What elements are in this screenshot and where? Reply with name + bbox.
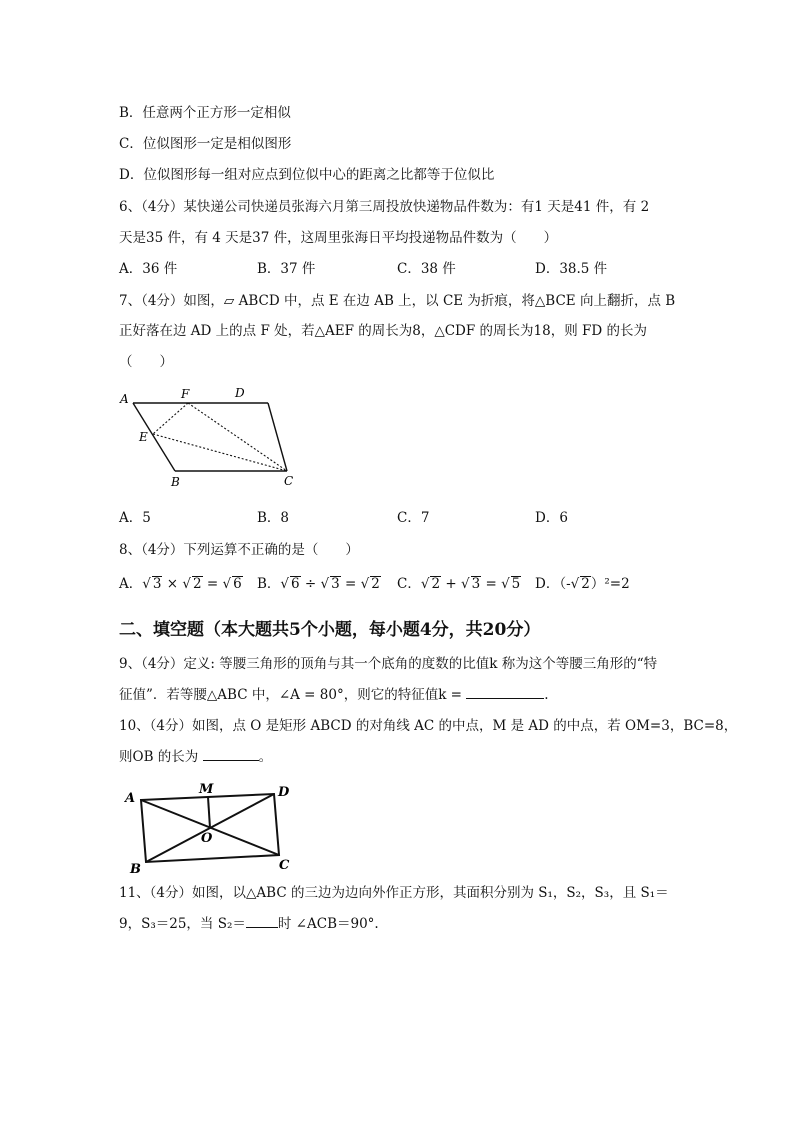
q7-stem-line2: 正好落在边 AD 上的点 F 处，若△AEF 的周长为8，△CDF 的周长为18，则 FD 的长为: [119, 323, 647, 339]
q9-answer-blank[interactable]: [466, 698, 544, 699]
q10-label-a: A: [125, 791, 136, 806]
q7-option-d: D．6: [535, 510, 568, 526]
q7-label-c: C: [284, 474, 294, 488]
q8-option-d: D．（-√ 2）²=2: [535, 576, 630, 592]
q6-option-a: A．36 件: [119, 261, 178, 277]
q8-stem: 8、（4分）下列运算不正确的是（ ）: [119, 542, 359, 558]
section-heading: 二、填空题（本大题共5个小题，每小题4分，共20分）: [119, 620, 541, 640]
q7-option-b: B．8: [257, 510, 290, 526]
q6-stem-line1: 6、（4分）某快递公司快递员张海六月第三周投放快递物品件数为：有1 天是41 件，有 2: [119, 199, 650, 215]
q10-label-o: O: [201, 831, 213, 846]
q10-label-d: D: [278, 785, 290, 800]
q6-option-c: C．38 件: [397, 261, 456, 277]
q5-option-d: D．位似图形每一组对应点到位似中心的距离之比都等于位似比: [119, 167, 495, 183]
q6-stem-line2: 天是35 件，有 4 天是37 件，这周里张海日平均投递物品件数为（ ）: [119, 230, 558, 246]
q7-label-f: F: [181, 387, 190, 401]
q10-label-c: C: [279, 858, 290, 873]
q10-rectangle-figure: [122, 780, 297, 875]
q7-option-a: A．5: [119, 510, 151, 526]
q10-label-m: M: [199, 782, 214, 797]
q10-stem-line1: 10、（4分）如图，点 O 是矩形 ABCD 的对角线 AC 的中点，M 是 AD 的中点，若 OM=3，BC=8，: [119, 718, 738, 734]
q7-stem-line3: （ ）: [119, 354, 173, 370]
q11-stem-line2: 9，S₃＝25，当 S₂＝ 时 ∠ACB＝90°.: [119, 916, 379, 932]
q9-stem-line2: 征值”．若等腰△ABC 中，∠A = 80°，则它的特征值k = .: [119, 687, 549, 703]
q7-label-b: B: [171, 475, 180, 489]
q7-parallelogram-figure: [115, 383, 305, 493]
q7-label-e: E: [139, 430, 148, 444]
q5-option-b: B．任意两个正方形一定相似: [119, 105, 291, 121]
q5-option-c: C．位似图形一定是相似图形: [119, 136, 292, 152]
q7-option-c: C．7: [397, 510, 430, 526]
q8-option-c: C．√ 2 + √ 3 = √ 5: [397, 576, 521, 592]
q11-answer-blank[interactable]: [246, 927, 278, 928]
q9-stem-line1: 9、（4分）定义: 等腰三角形的顶角与其一个底角的度数的比值k 称为这个等腰三角形的“特: [119, 656, 658, 672]
q10-answer-blank[interactable]: [203, 760, 259, 761]
q10-label-b: B: [130, 862, 141, 875]
q8-option-a: A．√ 3 × √ 2 = √ 6: [119, 576, 242, 592]
q6-option-d: D．38.5 件: [535, 261, 608, 277]
q7-label-d: D: [235, 386, 245, 400]
q11-stem-line1: 11、（4分）如图，以△ABC 的三边为边向外作正方形，其面积分别为 S₁，S₂，S₃，且 S₁＝: [119, 885, 669, 901]
q8-option-b: B．√ 6 ÷ √ 3 = √ 2: [257, 576, 380, 592]
q6-option-b: B．37 件: [257, 261, 316, 277]
q7-stem-line1: 7、（4分）如图，▱ ABCD 中，点 E 在边 AB 上，以 CE 为折痕，将△BCE 向上翻折，点 B: [119, 293, 676, 309]
q7-label-a: A: [120, 392, 129, 406]
q10-stem-line2: 则OB 的长为 。: [119, 749, 273, 765]
